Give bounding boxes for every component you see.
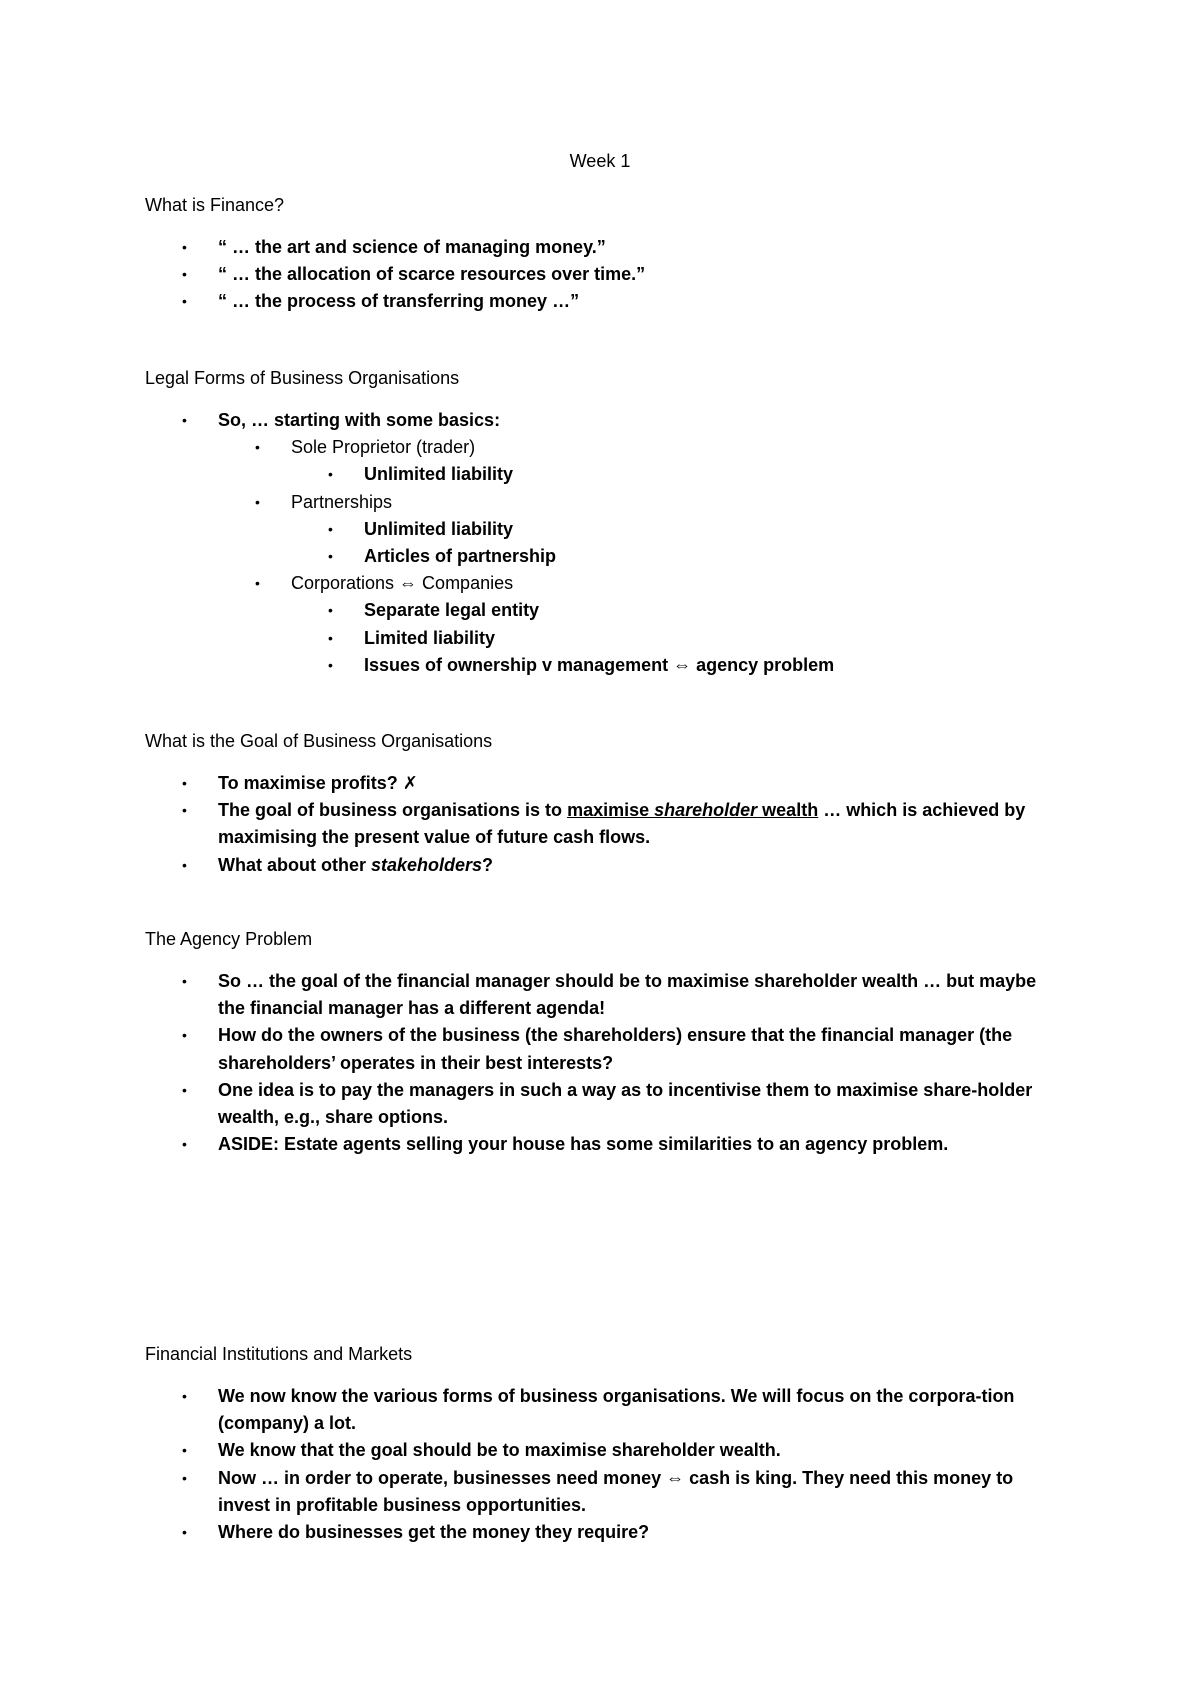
list-item [145,570,1065,597]
list-item [145,652,1065,679]
section-heading: What is the Goal of Business Organisations [145,731,493,751]
list-item-text: Separate legal entity [364,600,540,621]
list-item [145,1077,1065,1131]
list-item [145,543,1065,570]
list-item [145,625,1065,652]
list-item [145,968,1065,1022]
list-item-text: Limited liability [364,627,496,648]
list-item [145,597,1065,624]
bullet-list [145,968,1065,1158]
list-item [145,1465,1065,1519]
bullet-icon: • [255,439,260,456]
bullet-icon: • [182,293,187,310]
italic-text: shareholder [654,800,758,821]
text-run: The goal of business organisations is to [218,800,568,821]
list-item-text: ASIDE: Estate agents selling your house has some similarities to an agency problem. [218,1134,949,1155]
bullet-icon: • [182,856,187,873]
list-item-text [218,855,493,875]
section-goal [145,730,1065,879]
list-item [145,434,1065,461]
list-item-text: We know that the goal should be to maximise shareholder wealth. [218,1440,781,1461]
text-run: wealth [757,800,819,821]
bullet-icon: • [255,575,260,592]
bullet-icon: • [328,520,333,537]
list-item-text: Issues of ownership v management ⇔ agency problem [364,654,835,675]
text-run: … which is achieved by maximising the present value of future cash flows. [218,800,1026,848]
list-item [145,1519,1065,1546]
bullet-icon: • [328,548,333,565]
bullet-icon: • [182,1027,187,1044]
section-legal-forms [145,367,1065,679]
bullet-list [145,770,1065,879]
section-what-is-finance [145,194,1065,316]
bullet-icon: • [182,412,187,428]
list-item [145,489,1065,516]
bullet-icon: • [182,775,187,791]
bullet-icon: • [328,656,333,673]
list-item [145,1383,1065,1437]
bullet-icon: • [182,1081,187,1098]
bullet-icon: • [328,629,333,646]
text-run: maximise [567,800,655,821]
bullet-list [145,407,1065,679]
list-item [145,1022,1065,1076]
list-item [145,234,1065,261]
italic-text: stakeholders [370,854,483,875]
list-item [145,1131,1065,1158]
list-item-text: “ … the allocation of scarce resources over time.” [218,264,646,285]
text-run: What about other [218,854,371,875]
list-item [145,288,1065,315]
list-item-text [218,800,1025,847]
list-item-text: “ … the process of transferring money …” [218,291,580,312]
list-item-text: Now … in order to operate, businesses need money ⇔ cash is king. They need this money to invest in profitable business opportunities. [218,1467,1014,1515]
list-item [145,407,1065,434]
list-item-text: Corporations ⇔ Companies [291,573,514,594]
list-item [145,797,1065,851]
list-item [145,261,1065,288]
list-item-text: Unlimited liability [364,464,514,485]
list-item-text: “ … the art and science of managing money.” [218,237,606,257]
list-item [145,1437,1065,1464]
bullet-icon: • [182,1136,187,1153]
list-item-text: One idea is to pay the managers in such a way as to incentivise them to maximise share-holder wealth, e.g., share options. [218,1079,1033,1128]
section-financial-institutions [145,1343,1065,1546]
bullet-icon: • [182,802,187,819]
list-item-text: How do the owners of the business (the shareholders) ensure that the financial manager (the shareholders’ operates in their best interests? [218,1025,1013,1073]
list-item-text: To maximise profits? ✗ [218,773,418,793]
page-title: Week 1 [569,151,631,171]
underlined-text [567,800,818,820]
text-run: ? [482,854,494,875]
bullet-icon: • [182,1442,187,1459]
bullet-icon: • [328,602,333,619]
section-agency-problem [145,928,1065,1158]
bullet-icon: • [182,1469,187,1486]
section-heading: Financial Institutions and Markets [145,1344,413,1364]
list-item-text: We now know the various forms of business organisations. We will focus on the corpora-tion (company) a lot. [218,1386,1015,1434]
section-heading: The Agency Problem [145,929,313,949]
list-item-text: Partnerships [291,491,393,512]
bullet-icon: • [182,1388,187,1404]
bullet-icon: • [328,466,333,483]
list-item [145,852,1065,879]
bullet-icon: • [182,239,187,255]
bullet-icon: • [182,266,187,283]
list-item [145,516,1065,543]
bullet-list [145,1383,1065,1546]
list-item-text: Where do businesses get the money they require? [218,1522,650,1543]
bullet-icon: • [182,973,187,989]
list-item [145,461,1065,488]
list-item-text: So, … starting with some basics: [218,410,501,430]
list-item-text: Unlimited liability [364,518,514,539]
bullet-list [145,234,1065,316]
list-item-text: So … the goal of the financial manager should be to maximise shareholder wealth … but maybe the financial manager has a different agenda! [218,971,1037,1019]
section-heading: What is Finance? [145,195,285,215]
list-item [145,770,1065,797]
bullet-icon: • [255,493,260,510]
section-heading: Legal Forms of Business Organisations [145,368,460,388]
list-item-text: Sole Proprietor (trader) [291,437,476,458]
list-item-text: Articles of partnership [364,546,557,567]
bullet-icon: • [182,1524,187,1541]
